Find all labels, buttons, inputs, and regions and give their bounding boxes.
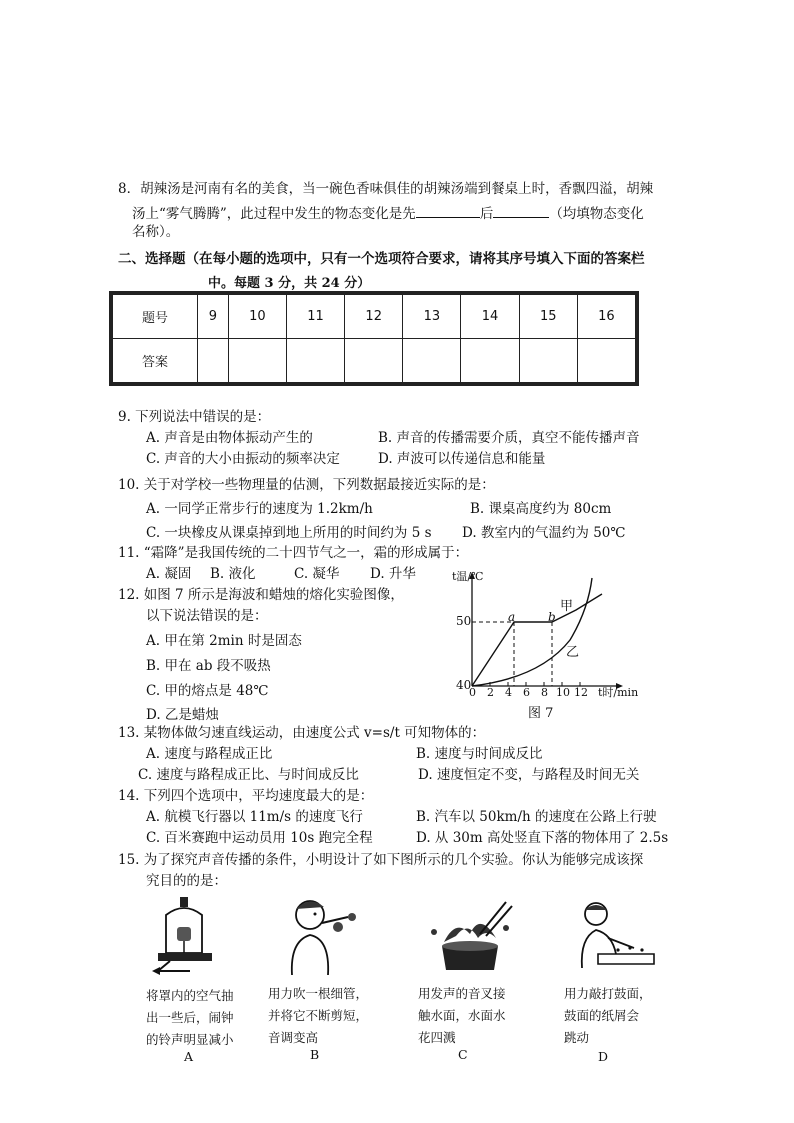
- q10-stem: 10. 关于对学校一些物理量的估测，下列数据最接近实际的是：: [118, 477, 495, 493]
- curve-jia-label: 甲: [560, 599, 574, 614]
- q10-option-a: A. 一同学正常步行的速度为 1.2km/h: [146, 501, 373, 517]
- table-cell-number: 10: [228, 295, 286, 339]
- q11-option-c: C. 凝华: [294, 566, 340, 582]
- curve-yi: [472, 578, 592, 686]
- q9-option-b: B. 声音的传播需要介质，真空不能传播声音: [378, 430, 640, 446]
- q11-stem: 11. “霜降”是我国传统的二十四节气之一，霜的形成属于：: [118, 545, 469, 561]
- answer-cell[interactable]: [228, 339, 286, 383]
- answer-cell[interactable]: [286, 339, 344, 383]
- panel-d-caption: 用力敲打鼓面， 鼓面的纸屑会 跳动: [564, 986, 652, 1045]
- q8-line2: [132, 203, 644, 223]
- q13-option-a: A. 速度与路程成正比: [146, 746, 273, 762]
- drum-paper-illustration: [568, 898, 658, 978]
- q12-option-a: A. 甲在第 2min 时是固态: [146, 633, 302, 649]
- y-tick-40: 40: [456, 678, 472, 692]
- person-blowing-tube-illustration: [282, 895, 362, 980]
- q14-option-d: D. 从 30m 高处竖直下落的物体用了 2.5s: [416, 830, 669, 846]
- answer-table: [112, 294, 636, 383]
- figure7-caption: 图 7: [528, 706, 554, 721]
- table-cell-number: 15: [519, 295, 577, 339]
- q9-option-a: A. 声音是由物体振动产生的: [146, 430, 313, 446]
- q9-option-d: D. 声波可以传递信息和能量: [378, 451, 546, 467]
- q11-option-b: B. 液化: [210, 566, 256, 582]
- q13-option-c: C. 速度与路程成正比、与时间成反比: [138, 767, 359, 783]
- panel-a-letter: A: [184, 1049, 194, 1064]
- q8-line2b: 后: [479, 206, 494, 222]
- q11-option-a: A. 凝固: [146, 566, 192, 582]
- answer-table-answer-row: [113, 339, 636, 383]
- curve-jia: [472, 594, 602, 686]
- table-cell-number: 9: [198, 295, 229, 339]
- panel-d-letter: D: [598, 1049, 609, 1064]
- section2-heading: 二、选择题（在每小题的选项中，只有一个选项符合要求，请将其序号填入下面的答案栏: [118, 251, 645, 267]
- q11-option-d: D. 升华: [370, 566, 416, 582]
- y-tick-50: 50: [456, 614, 472, 628]
- panel-a-caption: 将罩内的空气抽 出一些后，闹钟 的铃声明显减小: [146, 988, 234, 1047]
- answer-cell[interactable]: [519, 339, 577, 383]
- panel-b-caption: 用力吹一根细管， 并将它不断剪短， 音调变高: [268, 986, 369, 1045]
- q8-line2c: （均填物态变化: [549, 206, 644, 222]
- q8-line1: 8．胡辣汤是河南有名的美食，当一碗色香味俱佳的胡辣汤端到餐桌上时，香飘四溢，胡辣: [118, 181, 654, 197]
- x-tick: 2: [487, 686, 494, 699]
- table-cell-number: 11: [286, 295, 344, 339]
- q14-option-c: C. 百米赛跑中运动员用 10s 跑完全程: [146, 830, 373, 846]
- answer-cell[interactable]: [461, 339, 519, 383]
- answer-blank-1[interactable]: [416, 203, 480, 218]
- curve-yi-label: 乙: [566, 645, 580, 660]
- x-tick: 6: [523, 686, 530, 699]
- q12-option-d: D. 乙是蜡烛: [146, 707, 219, 723]
- x-tick: 0: [469, 686, 476, 699]
- answer-table-number-row: [113, 295, 636, 339]
- q12-stem-2: 以下说法错误的是：: [146, 608, 268, 624]
- x-axis-label: t时/min: [598, 686, 639, 699]
- q13-option-d: D. 速度恒定不变，与路程及时间无关: [418, 767, 640, 783]
- q12-stem: 12. 如图 7 所示是海波和蜡烛的熔化实验图像，: [118, 587, 404, 603]
- q10-option-c: C. 一块橡皮从课桌掉到地上所用的时间约为 5 s: [146, 525, 432, 541]
- table-label-answer: 答案: [113, 339, 198, 383]
- q10-option-d: D. 教室内的气温约为 50℃: [462, 525, 626, 541]
- q14-option-b: B. 汽车以 50km/h 的速度在公路上行驶: [416, 809, 657, 825]
- q15-stem: 15. 为了探究声音传播的条件，小明设计了如下图所示的几个实验。你认为能够完成该探: [118, 852, 644, 868]
- table-cell-number: 13: [403, 295, 461, 339]
- answer-cell[interactable]: [345, 339, 403, 383]
- x-tick: 10: [556, 686, 570, 699]
- table-label-number: 题号: [113, 295, 198, 339]
- q9-stem: 9. 下列说法中错误的是：: [118, 409, 271, 425]
- q8-line3: 名称）。: [132, 224, 180, 240]
- q12-option-c: C. 甲的熔点是 48℃: [146, 683, 269, 699]
- answer-cell[interactable]: [198, 339, 229, 383]
- answer-cell[interactable]: [577, 339, 635, 383]
- y-axis-label: t温/℃: [452, 570, 484, 583]
- tuning-fork-water-illustration: [420, 898, 520, 978]
- point-b-label: b: [548, 610, 556, 624]
- q13-option-b: B. 速度与时间成反比: [416, 746, 543, 762]
- panel-c-letter: C: [458, 1047, 468, 1062]
- panel-c-caption: 用发声的音叉接 触水面，水面水 花四溅: [418, 986, 506, 1045]
- q15-stem-2: 究目的的是：: [146, 873, 227, 889]
- point-a-label: a: [508, 610, 516, 624]
- x-tick: 4: [505, 686, 512, 699]
- q14-option-a: A. 航模飞行器以 11m/s 的速度飞行: [146, 809, 363, 825]
- q8-line2a: 汤上“雾气腾腾”，此过程中发生的物态变化是先: [132, 206, 416, 222]
- x-tick: 12: [574, 686, 588, 699]
- q12-option-b: B. 甲在 ab 段不吸热: [146, 658, 271, 674]
- bell-jar-illustration: [150, 895, 220, 977]
- table-cell-number: 16: [577, 295, 635, 339]
- table-cell-number: 14: [461, 295, 519, 339]
- q9-option-c: C. 声音的大小由振动的频率决定: [146, 451, 340, 467]
- x-tick: 8: [541, 686, 548, 699]
- q10-option-b: B. 课桌高度约为 80cm: [470, 501, 612, 517]
- table-cell-number: 12: [345, 295, 403, 339]
- answer-blank-2[interactable]: [493, 203, 549, 218]
- q13-stem: 13. 某物体做匀速直线运动，由速度公式 v=s/t 可知物体的：: [118, 725, 486, 741]
- answer-cell[interactable]: [403, 339, 461, 383]
- q14-stem: 14. 下列四个选项中，平均速度最大的是：: [118, 788, 374, 804]
- section2-subheading: 中。每题 3 分，共 24 分）: [208, 276, 371, 291]
- panel-b-letter: B: [310, 1047, 320, 1062]
